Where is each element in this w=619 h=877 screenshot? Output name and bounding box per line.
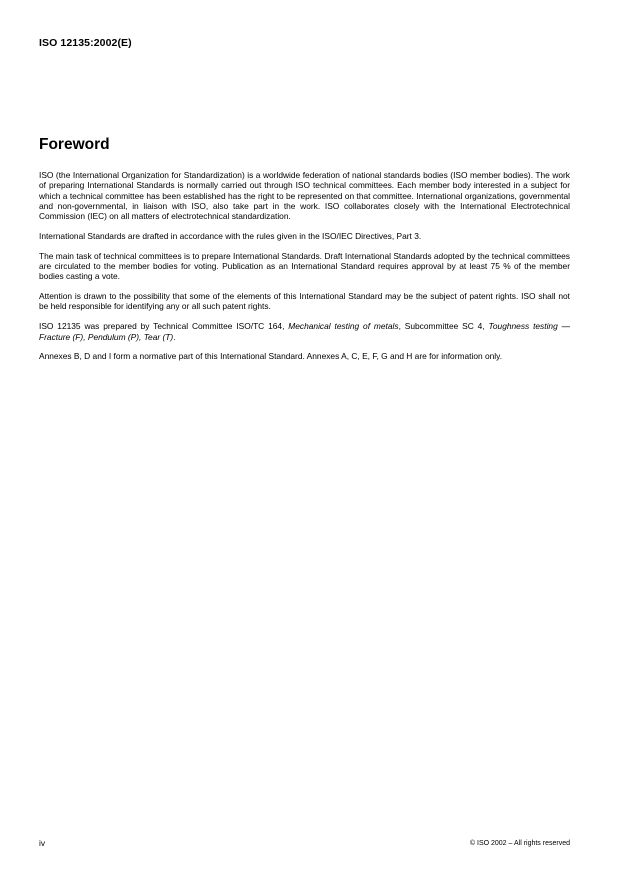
- paragraph-drafting-rules: International Standards are drafted in accordance with the rules given in the ISO/IEC Directives, Part 3.: [39, 230, 422, 241]
- copyright-notice: © ISO 2002 – All rights reserved: [469, 840, 570, 847]
- page-number: iv: [39, 838, 46, 848]
- preparation-text-1: ISO 12135 was prepared by Technical Committee ISO/TC 164,: [39, 321, 289, 332]
- paragraph-committee-task: The main task of technical committees is to prepare International Standards. Draft International Standards adopted by the technical committees are circulated to the member bodies for voting. Publication as an International Standard requires approval by at least 75 % of the member bodies casting a vote.: [39, 250, 570, 282]
- foreword-heading: Foreword: [39, 136, 110, 153]
- paragraph-annexes: Annexes B, D and I form a normative part of this International Standard. Annexes A, C, E, F, G and H are for information only.: [39, 351, 503, 362]
- preparation-text-3: .: [173, 331, 176, 342]
- subcommittee-title: Toughness testing — Fracture (F), Pendulum (P), Tear (T): [39, 321, 570, 342]
- paragraph-iso-overview: ISO (the International Organization for Standardization) is a worldwide federation of national standards bodies (ISO member bodies). The work of preparing International Standards is normally carried out through ISO technical committees. Each member body interested in a subject for which a technical committee has been established has the right to be represented on that committee. International organizations, governmental and non-governmental, in liaison with ISO, also take part in the work. ISO collaborates closely with the International Electrotechnical Commission (IEC) on all matters of electrotechnical standardization.: [39, 170, 570, 222]
- paragraph-patent-rights: Attention is drawn to the possibility that some of the elements of this International Standard may be the subject of patent rights. ISO shall not be held responsible for identifying any or all such patent rights.: [39, 291, 570, 312]
- document-id-header: ISO 12135:2002(E): [39, 37, 132, 49]
- preparation-text-2: , Subcommittee SC 4,: [398, 321, 489, 332]
- foreword-body: [39, 170, 570, 371]
- committee-title: Mechanical testing of metals: [288, 321, 399, 332]
- paragraph-preparation: [39, 321, 570, 342]
